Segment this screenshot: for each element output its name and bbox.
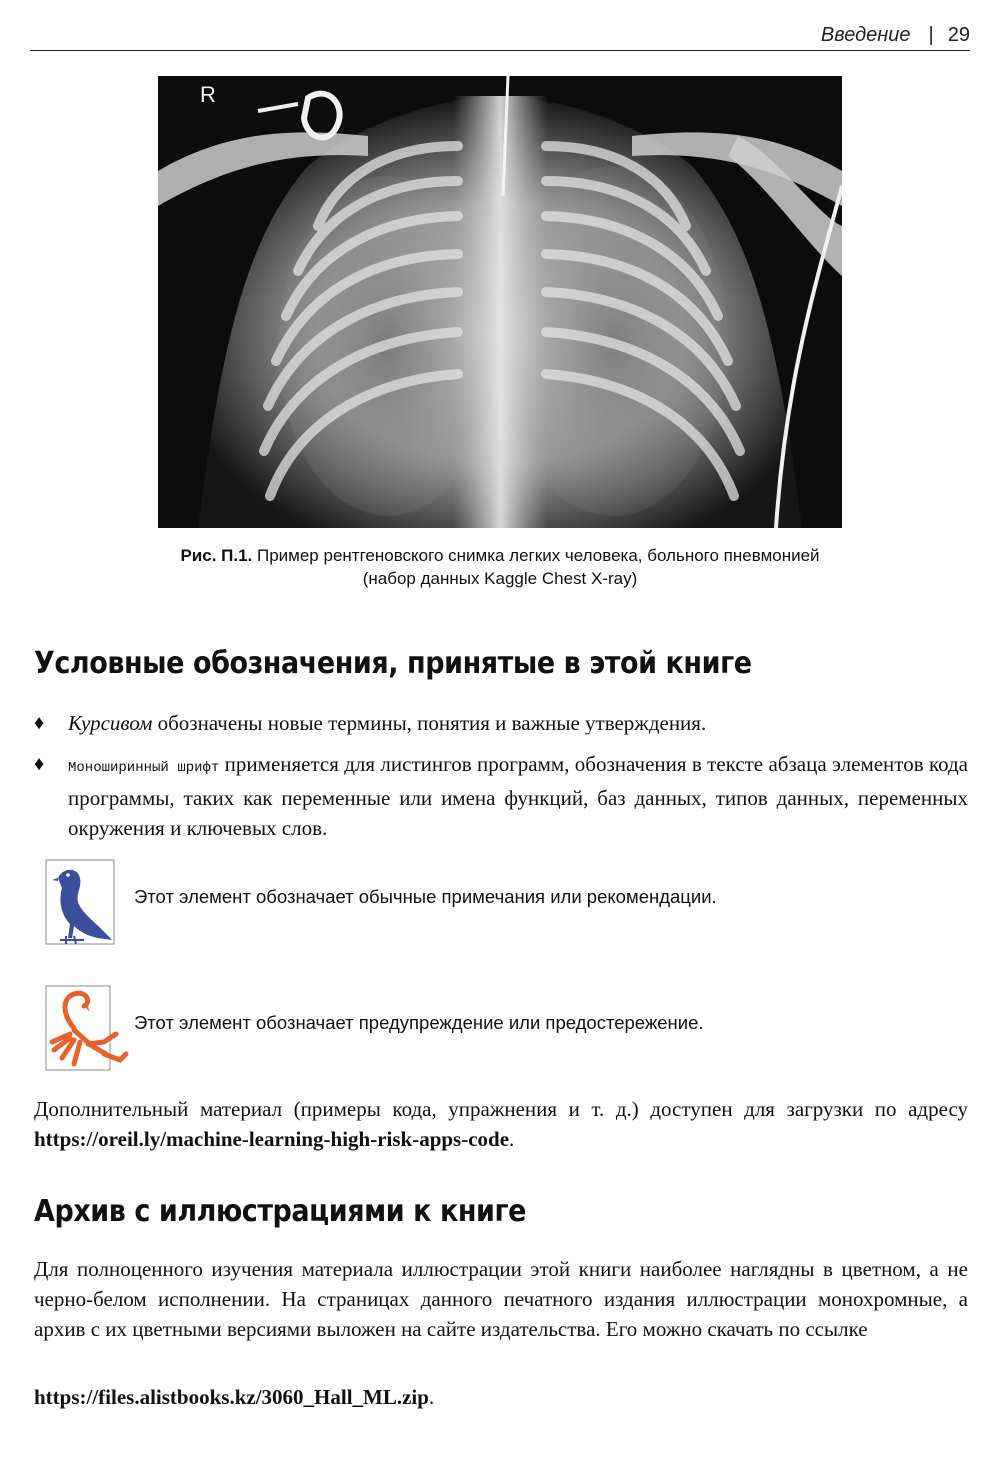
list-item — [34, 749, 968, 843]
warning-block — [44, 984, 968, 1074]
archive-heading: Архив с иллюстрациями к книге — [34, 1194, 527, 1229]
caption-label: Рис. П.1. — [180, 546, 253, 565]
conventions-list — [34, 708, 968, 854]
italic-term: Курсивом — [68, 711, 153, 735]
extra-material-end: . — [509, 1127, 515, 1151]
list-item-text: применяется для листингов программ, обозначения в тексте абзаца элементов кода программы, таких как переменные или имена функций, баз данных, типов данных, переменных окружения и ключевых слов. — [68, 752, 968, 840]
diamond-bullet-icon: ♦ — [34, 712, 45, 734]
diamond-bullet-icon: ♦ — [34, 753, 45, 775]
extra-material-text: Дополнительный материал (примеры кода, упражнения и т. д.) доступен для загрузки по адресу — [34, 1097, 968, 1121]
archive-text: Для полноценного изучения материала иллюстрации этой книги наиболее наглядны в цветном, а не черно-белом исполнении. На страницах данного печатного издания иллюстрации монохромные, а архив с их цветными версиями выложен на сайте издательства. Его можно скачать по ссылке — [34, 1257, 968, 1341]
note-text: Этот элемент обозначает обычные примечания или рекомендации. — [134, 886, 717, 907]
caption-line-2: (набор данных Kaggle Chest X-ray) — [362, 569, 638, 588]
figure-caption — [100, 544, 900, 590]
xray-marker: R — [200, 82, 216, 107]
archive-paragraph — [34, 1254, 968, 1344]
extra-material-paragraph — [34, 1094, 968, 1154]
page-number: 29 — [947, 24, 970, 46]
monospace-term: Моноширинный шрифт — [68, 760, 220, 776]
caption-line-1 — [100, 544, 900, 567]
warning-text: Этот элемент обозначает предупреждение или предостережение. — [134, 1012, 704, 1033]
archive-link-line — [34, 1382, 968, 1412]
xray-drawing — [158, 76, 842, 528]
bird-icon — [44, 858, 120, 955]
caption-text-1: Пример рентгеновского снимка легких человека, больного пневмонией — [257, 546, 820, 565]
archive-link-end: . — [428, 1385, 435, 1409]
archive-link[interactable]: https://files.alistbooks.kz/3060_Hall_ML.zip — [34, 1385, 429, 1409]
scorpion-icon — [44, 984, 130, 1081]
page-header — [30, 18, 970, 51]
code-link[interactable]: https://oreil.ly/machine-learning-high-risk-apps-code — [34, 1127, 510, 1151]
list-item-text: обозначены новые термины, понятия и важные утверждения. — [152, 711, 707, 735]
xray-image — [158, 76, 842, 528]
conventions-heading: Условные обозначения, принятые в этой книге — [34, 646, 752, 681]
header-info — [821, 24, 970, 47]
list-item — [34, 708, 968, 738]
header-separator: | — [928, 24, 934, 46]
header-section-title: Введение — [820, 24, 911, 46]
note-block — [44, 858, 968, 948]
